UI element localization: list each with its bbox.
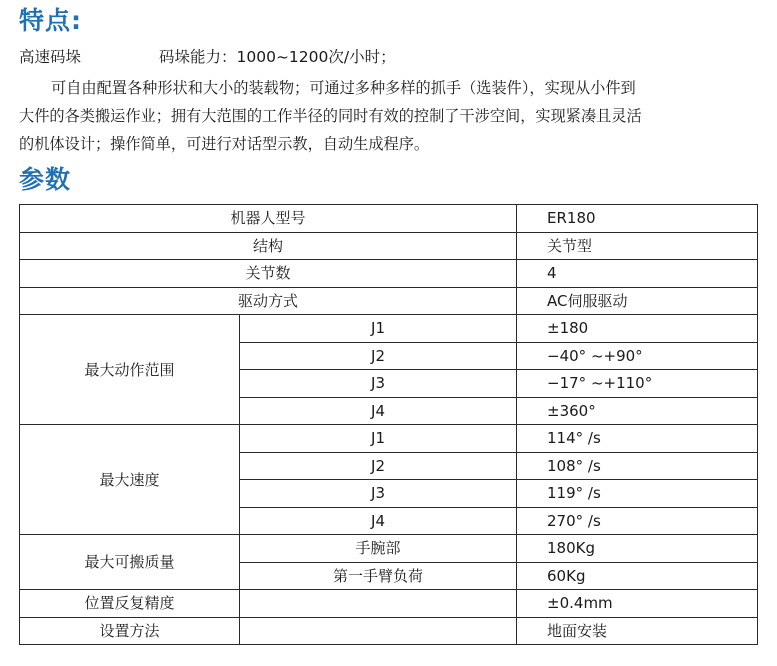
spec-joint: J4 xyxy=(240,397,517,425)
spec-value: ±360° xyxy=(517,397,758,425)
spec-value: 108° /s xyxy=(517,452,758,480)
spec-empty-cell xyxy=(240,590,517,618)
spec-value: −17° ~+110° xyxy=(517,370,758,398)
spec-row-speed-j1 xyxy=(20,425,758,453)
spec-value: 关节型 xyxy=(517,232,758,260)
spec-row-repeatability xyxy=(20,590,758,618)
spec-row-model xyxy=(20,205,758,233)
spec-table xyxy=(19,204,758,645)
speed-label: 高速码垛 xyxy=(19,48,82,66)
spec-group-label: 最大速度 xyxy=(20,425,240,535)
spec-row-payload-wrist xyxy=(20,535,758,563)
params-heading: 参数 xyxy=(19,165,72,194)
spec-value: 180Kg xyxy=(517,535,758,563)
feature-paragraph-line-3: 的机体设计；操作简单，可进行对话型示教，自动生成程序。 xyxy=(19,135,430,153)
spec-part: 第一手臂负荷 xyxy=(240,562,517,590)
feature-paragraph-line-1: 可自由配置各种形状和大小的装载物；可通过多种多样的抓手（选装件），实现从小件到 xyxy=(51,79,636,97)
spec-label: 机器人型号 xyxy=(20,205,517,233)
spec-value: 270° /s xyxy=(517,507,758,535)
spec-label: 结构 xyxy=(20,232,517,260)
palletizing-capacity: 码垛能力：1000~1200次/小时； xyxy=(159,48,396,66)
spec-row-axes xyxy=(20,260,758,288)
spec-joint: J1 xyxy=(240,315,517,343)
spec-value: 119° /s xyxy=(517,480,758,508)
spec-label: 驱动方式 xyxy=(20,287,517,315)
spec-value: 60Kg xyxy=(517,562,758,590)
spec-value: −40° ~+90° xyxy=(517,342,758,370)
palletizing-speed-line xyxy=(19,46,396,68)
spec-part: 手腕部 xyxy=(240,535,517,563)
spec-value: ER180 xyxy=(517,205,758,233)
spec-empty-cell xyxy=(240,617,517,645)
spec-row-range-j1 xyxy=(20,315,758,343)
spec-group-label: 最大动作范围 xyxy=(20,315,240,425)
spec-group-label: 最大可搬质量 xyxy=(20,535,240,590)
spec-label: 设置方法 xyxy=(20,617,240,645)
spec-joint: J1 xyxy=(240,425,517,453)
spec-joint: J3 xyxy=(240,370,517,398)
spec-joint: J2 xyxy=(240,342,517,370)
spec-joint: J3 xyxy=(240,480,517,508)
spec-joint: J2 xyxy=(240,452,517,480)
spec-joint: J4 xyxy=(240,507,517,535)
spec-value: 地面安装 xyxy=(517,617,758,645)
spec-value: 114° /s xyxy=(517,425,758,453)
feature-paragraph-line-2: 大件的各类搬运作业；拥有大范围的工作半径的同时有效的控制了干涉空间，实现紧凑且灵活 xyxy=(19,107,642,125)
spec-row-structure xyxy=(20,232,758,260)
spec-value: ±0.4mm xyxy=(517,590,758,618)
spec-value: 4 xyxy=(517,260,758,288)
spec-value: AC伺服驱动 xyxy=(517,287,758,315)
spec-row-installation xyxy=(20,617,758,645)
spec-value: ±180 xyxy=(517,315,758,343)
spec-label: 关节数 xyxy=(20,260,517,288)
spec-row-drive xyxy=(20,287,758,315)
spec-label: 位置反复精度 xyxy=(20,590,240,618)
features-heading: 特点: xyxy=(19,6,82,35)
